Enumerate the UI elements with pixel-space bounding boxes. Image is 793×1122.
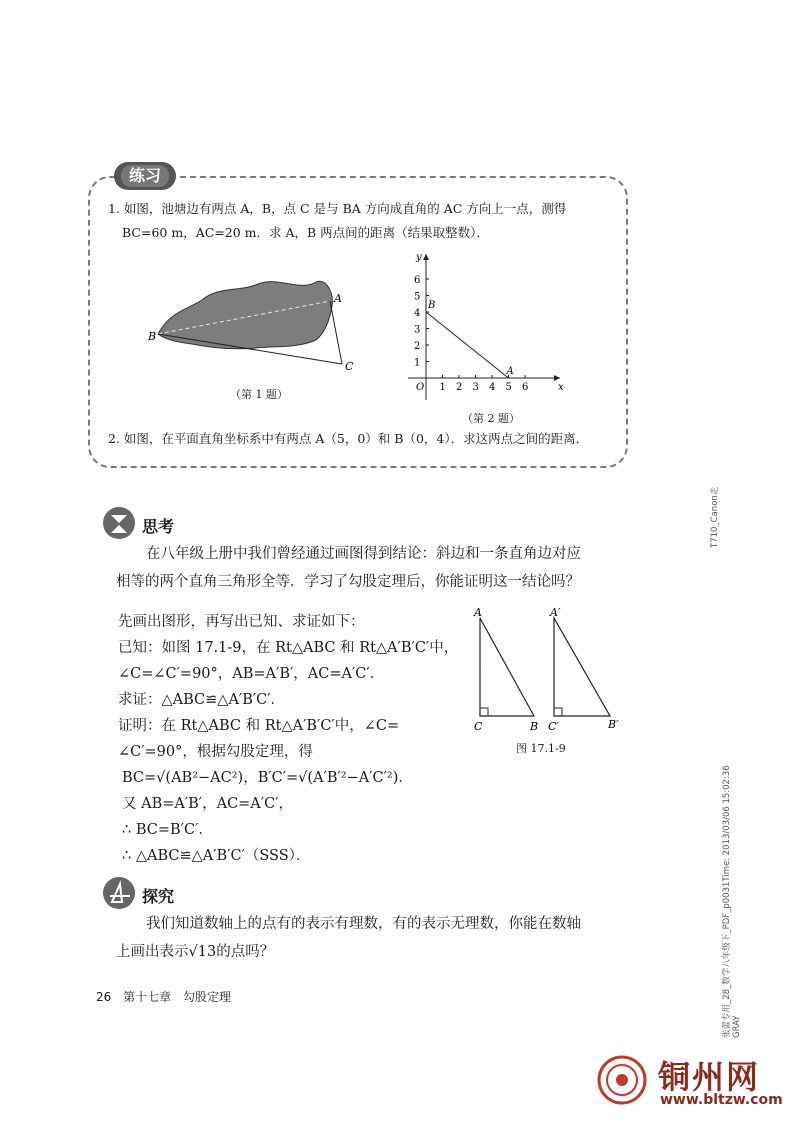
origin-label: O bbox=[416, 382, 425, 393]
think-icon bbox=[102, 506, 136, 540]
point-a-label: A bbox=[506, 366, 514, 377]
proof-line-6: ∠C′=90°，根据勾股定理，得 bbox=[118, 744, 313, 760]
x-tick-label-2: 2 bbox=[456, 382, 463, 393]
question-2: 2. 如图，在平面直角坐标系中有两点 A（5，0）和 B（0，4）．求这两点之间的距离． bbox=[108, 431, 589, 446]
proof-line-9: ∴ BC=B′C′． bbox=[122, 822, 213, 838]
fig1-label-b: B bbox=[148, 330, 157, 343]
x-tick-label-6: 6 bbox=[522, 382, 529, 393]
x-tick-label-5: 5 bbox=[505, 382, 512, 393]
practice-tag: 练习 bbox=[114, 162, 176, 190]
triangle-abc bbox=[480, 618, 534, 716]
side-note-top: T710_Canon走 bbox=[710, 486, 720, 548]
footer bbox=[96, 988, 231, 1005]
label-a-prime: A′ bbox=[550, 606, 561, 619]
fig1-label-a: A bbox=[334, 292, 342, 305]
chapter-title: 勾股定理 bbox=[182, 990, 231, 1004]
point-b-label: B bbox=[428, 300, 436, 311]
x-axis-label: x bbox=[558, 382, 564, 393]
proof-line-4: 求证：△ABC≌△A′B′C′． bbox=[118, 692, 286, 708]
y-axis-label: y bbox=[416, 252, 422, 263]
think-line-2: 相等的两个直角三角形全等．学习了勾股定理后，你能证明这一结论吗？ bbox=[116, 574, 580, 590]
question-1-line-1: 1. 如图，池塘边有两点 A，B，点 C 是与 BA 方向成直角的 AC 方向上一点，测得 bbox=[108, 201, 567, 216]
proof-line-10: ∴ △ABC≌△A′B′C′（SSS）． bbox=[122, 848, 311, 864]
triangle-a2b2c2 bbox=[554, 618, 610, 716]
think-title: 思考 bbox=[142, 517, 175, 536]
x-tick-label-1: 1 bbox=[439, 382, 446, 393]
label-b: B bbox=[530, 720, 539, 733]
x-tick-label-4: 4 bbox=[489, 382, 496, 393]
figure-1-caption: （第 1 题） bbox=[230, 388, 288, 401]
page-number: 26 bbox=[96, 990, 112, 1004]
fig2-graph bbox=[408, 252, 564, 400]
explore-line-1: 我们知道数轴上的点有的表示有理数，有的表示无理数，你能在数轴 bbox=[146, 916, 581, 932]
segment-ac bbox=[330, 301, 342, 364]
explore-icon bbox=[102, 876, 136, 910]
proof-line-3: ∠C=∠C′=90°，AB=A′B′，AC=A′C′． bbox=[118, 666, 385, 682]
watermark-name: 铜州网 bbox=[658, 1058, 761, 1096]
segment-ab bbox=[426, 312, 509, 378]
y-tick-label-5: 5 bbox=[414, 291, 421, 303]
y-tick-label-6: 6 bbox=[414, 275, 421, 286]
think-line-1: 在八年级上册中我们曾经通过画图得到结论：斜边和一条直角边对应 bbox=[146, 546, 581, 562]
watermark-logo-icon bbox=[596, 1054, 648, 1106]
figure-2-caption: （第 2 题） bbox=[462, 412, 520, 425]
x-axis-arrow bbox=[554, 375, 560, 381]
proof-line-1: 先画出图形，再写出已知、求证如下： bbox=[118, 614, 365, 630]
proof-line-5: 证明：在 Rt△ABC 和 Rt△A′B′C′中，∠C= bbox=[118, 718, 400, 734]
watermark-url: www.bltzw.com bbox=[660, 1092, 783, 1108]
side-note-bottom: GRAY bbox=[732, 1015, 742, 1038]
figure-1-pond bbox=[148, 270, 368, 390]
proof-line-2: 已知：如图 17.1-9，在 Rt△ABC 和 Rt△A′B′C′中， bbox=[118, 640, 459, 656]
right-angle-c bbox=[480, 708, 488, 716]
y-tick-label-1: 1 bbox=[414, 357, 421, 369]
y-tick-label-2: 2 bbox=[414, 341, 421, 352]
label-b-prime: B′ bbox=[608, 718, 619, 731]
fig1-label-c: C bbox=[345, 360, 354, 373]
proof-line-8: 又 AB=A′B′，AC=A′C′， bbox=[122, 796, 293, 812]
y-tick-label-4: 4 bbox=[414, 308, 421, 319]
figure-2-coordinate-plane bbox=[400, 250, 570, 410]
label-c: C bbox=[474, 720, 483, 733]
y-tick-label-3: 3 bbox=[414, 324, 421, 336]
chapter-number: 第十七章 bbox=[123, 990, 172, 1004]
y-axis-arrow bbox=[423, 254, 429, 260]
figure-17-1-9 bbox=[464, 604, 634, 744]
figure-17-1-9-caption: 图 17.1-9 bbox=[516, 742, 566, 755]
right-angle-c2 bbox=[554, 708, 562, 716]
question-1-line-2: BC=60 m，AC=20 m．求 A，B 两点间的距离（结果取整数）． bbox=[122, 225, 489, 240]
x-tick-label-3: 3 bbox=[472, 382, 479, 393]
label-a: A bbox=[474, 606, 482, 619]
explore-title: 探究 bbox=[142, 887, 175, 906]
explore-line-2: 上画出表示√13的点吗？ bbox=[116, 944, 275, 960]
label-c-prime: C′ bbox=[548, 720, 559, 733]
side-note-middle: 张蕾专用_28_数学八年级下_PDF_p0031Time: 2013/03/06 15:02:36 bbox=[722, 765, 732, 1038]
proof-line-7: BC=√(AB²−AC²)，B′C′=√(A′B′²−A′C′²)． bbox=[122, 770, 413, 786]
